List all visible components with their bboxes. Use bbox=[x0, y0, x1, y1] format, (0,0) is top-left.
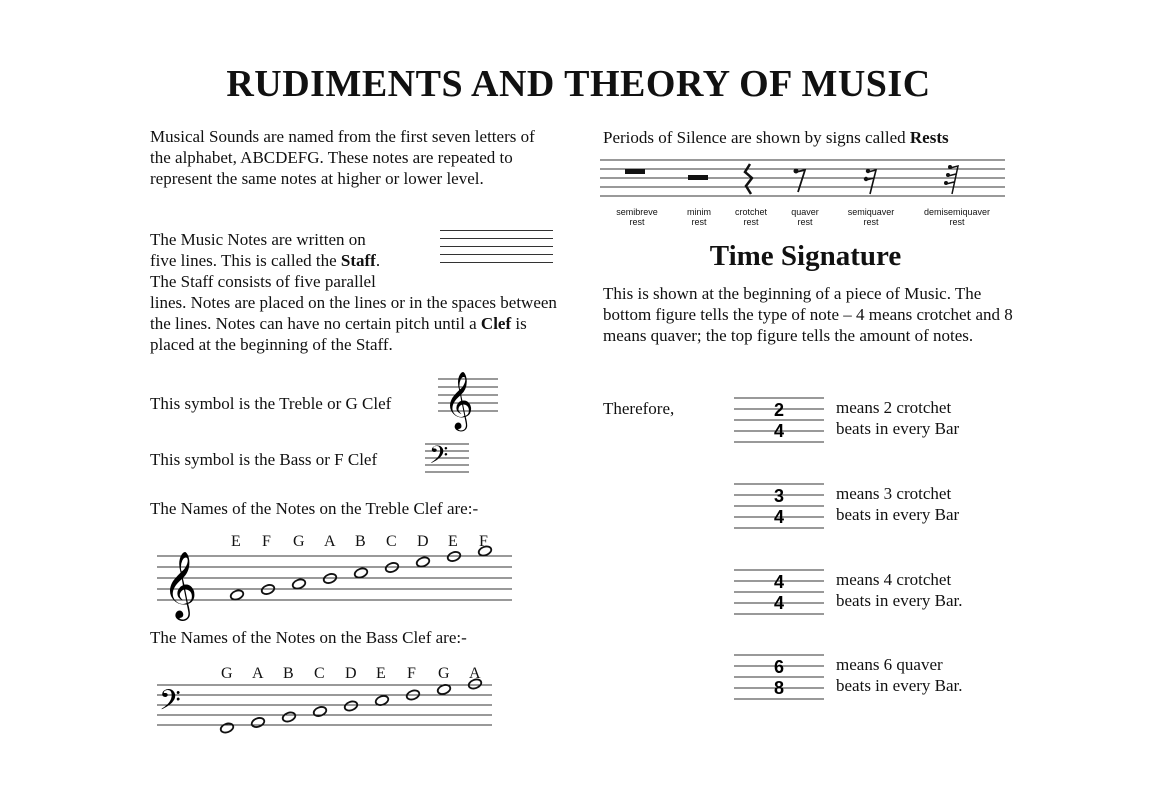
treble-note bbox=[291, 578, 306, 590]
bass-clef-staff bbox=[425, 440, 470, 476]
treble-note-letter: E bbox=[448, 533, 458, 550]
bass-note-letter: B bbox=[283, 665, 294, 682]
rest-sub: rest bbox=[863, 217, 879, 227]
treble-clef-staff bbox=[438, 365, 500, 429]
therefore-label: Therefore, bbox=[603, 399, 675, 418]
time-signature-title: Time Signature bbox=[709, 240, 902, 272]
page-title: RUDIMENTS AND THEORY OF MUSIC bbox=[226, 63, 931, 105]
treble-note-letter: C bbox=[386, 533, 397, 550]
bass-note bbox=[281, 711, 296, 723]
time-signature-staff bbox=[734, 653, 826, 699]
bass-note-letter: A bbox=[252, 665, 264, 682]
treble-note-letter: A bbox=[324, 533, 336, 550]
staff-paragraph-line2: five lines. This is called the Staff. bbox=[150, 251, 381, 270]
rests-heading-text: Periods of Silence are shown by signs called bbox=[603, 128, 906, 147]
staff-text: five lines. This is called the bbox=[150, 251, 337, 270]
treble-note bbox=[415, 556, 430, 568]
time-signature-meaning-detail: beats in every Bar bbox=[836, 505, 960, 524]
bass-clef-icon: 𝄢 bbox=[429, 441, 449, 476]
rest-name: semiquaver bbox=[847, 207, 895, 217]
bass-clef-text: This symbol is the Bass or F Clef bbox=[150, 450, 378, 469]
bass-note-letter: E bbox=[376, 665, 386, 682]
time-signature-meaning: means 4 crotchet bbox=[836, 570, 952, 589]
treble-note bbox=[353, 567, 368, 579]
treble-names-heading: The Names of the Notes on the Treble Clef are:- bbox=[150, 499, 479, 518]
treble-clef-icon: 𝄞 bbox=[444, 371, 474, 429]
staff-rest-text: lines. Notes are placed on the lines or in the spaces between the lines. Notes can have no certain pitch until a bbox=[150, 293, 557, 333]
quaver-rest-icon bbox=[794, 169, 806, 193]
time-signature-description: This is shown at the beginning of a piece of Music. The bottom figure tells the type of note – 4 means crotchet and 8 means quaver; the top figure tells the amount of notes. bbox=[603, 284, 1013, 345]
treble-notes-staff bbox=[157, 528, 517, 618]
bass-note-letter: A bbox=[469, 665, 481, 682]
time-signature-meaning-detail: beats in every Bar bbox=[836, 419, 960, 438]
time-signature-meaning: means 3 crotchet bbox=[836, 484, 952, 503]
bass-note-letter: G bbox=[221, 665, 233, 682]
treble-note-letter: D bbox=[417, 533, 429, 550]
rest-name: minim bbox=[687, 207, 711, 217]
example-staff bbox=[440, 230, 553, 270]
rest-label bbox=[917, 207, 997, 227]
rest-name: demisemiquaver bbox=[923, 207, 991, 217]
time-signature-staff bbox=[734, 396, 826, 442]
clef-term: Clef bbox=[480, 314, 512, 333]
time-signature-top: 4 bbox=[774, 572, 785, 592]
treble-note-letter: E bbox=[231, 533, 241, 550]
bass-notes-staff bbox=[157, 657, 517, 742]
treble-note bbox=[229, 589, 244, 601]
time-signature-top: 6 bbox=[774, 657, 785, 677]
staff-paragraph-line3: The Staff consists of five parallel bbox=[150, 272, 376, 291]
bass-note-letter: G bbox=[438, 665, 450, 682]
treble-note-letter: G bbox=[293, 533, 305, 550]
treble-note-letter: F bbox=[479, 533, 488, 550]
staff-term: Staff bbox=[340, 251, 376, 270]
bass-note bbox=[250, 716, 265, 728]
staff-rest-end: is placed at the beginning of the Staff. bbox=[150, 314, 527, 354]
treble-clef-icon: 𝄞 bbox=[163, 550, 198, 618]
treble-clef-text: This symbol is the Treble or G Clef bbox=[150, 394, 392, 413]
time-signature-bottom: 4 bbox=[774, 421, 785, 441]
rest-label bbox=[831, 207, 911, 227]
rest-name: semibreve bbox=[616, 207, 658, 217]
time-signature-meaning-detail: beats in every Bar. bbox=[836, 676, 963, 695]
bass-names-heading: The Names of the Notes on the Bass Clef are:- bbox=[150, 628, 467, 647]
semibreve-rest-icon bbox=[625, 169, 645, 174]
rest-sub: rest bbox=[629, 217, 645, 227]
bass-note bbox=[343, 700, 358, 712]
bass-clef-icon: 𝄢 bbox=[159, 684, 181, 724]
bass-note bbox=[312, 705, 327, 717]
rest-name: crotchet bbox=[734, 207, 767, 217]
rest-sub: rest bbox=[691, 217, 707, 227]
rest-sub: rest bbox=[949, 217, 965, 227]
rests-term: Rests bbox=[909, 128, 949, 147]
time-signature-meaning-detail: beats in every Bar. bbox=[836, 591, 963, 610]
rest-sub: rest bbox=[797, 217, 813, 227]
time-signature-staff bbox=[734, 568, 826, 614]
semiquaver-rest-icon bbox=[864, 169, 876, 194]
rests-staff bbox=[600, 158, 1010, 203]
staff-paragraph-rest bbox=[150, 292, 560, 355]
time-signature-bottom: 8 bbox=[774, 678, 785, 698]
time-signature-top: 3 bbox=[774, 486, 785, 506]
rests-heading bbox=[603, 127, 1023, 148]
time-signature-meaning: means 6 quaver bbox=[836, 655, 943, 674]
staff-paragraph-line1: The Music Notes are written on bbox=[150, 230, 366, 249]
rest-name: quaver bbox=[791, 207, 819, 217]
treble-note-letter: F bbox=[262, 533, 271, 550]
minim-rest-icon bbox=[688, 175, 708, 180]
time-signature-meaning: means 2 crotchet bbox=[836, 398, 952, 417]
time-signature-bottom: 4 bbox=[774, 507, 785, 527]
time-signature-bottom: 4 bbox=[774, 593, 785, 613]
bass-note bbox=[219, 722, 234, 734]
treble-note-letter: B bbox=[355, 533, 366, 550]
bass-note-letter: C bbox=[314, 665, 325, 682]
time-signature-top: 2 bbox=[774, 400, 785, 420]
time-signature-staff bbox=[734, 482, 826, 528]
bass-note-letter: F bbox=[407, 665, 416, 682]
intro-paragraph: Musical Sounds are named from the first seven letters of the alphabet, ABCDEFG. These notes are repeated to represent the same notes at higher or lower level. bbox=[150, 127, 535, 188]
rest-sub: rest bbox=[743, 217, 759, 227]
bass-note-letter: D bbox=[345, 665, 357, 682]
